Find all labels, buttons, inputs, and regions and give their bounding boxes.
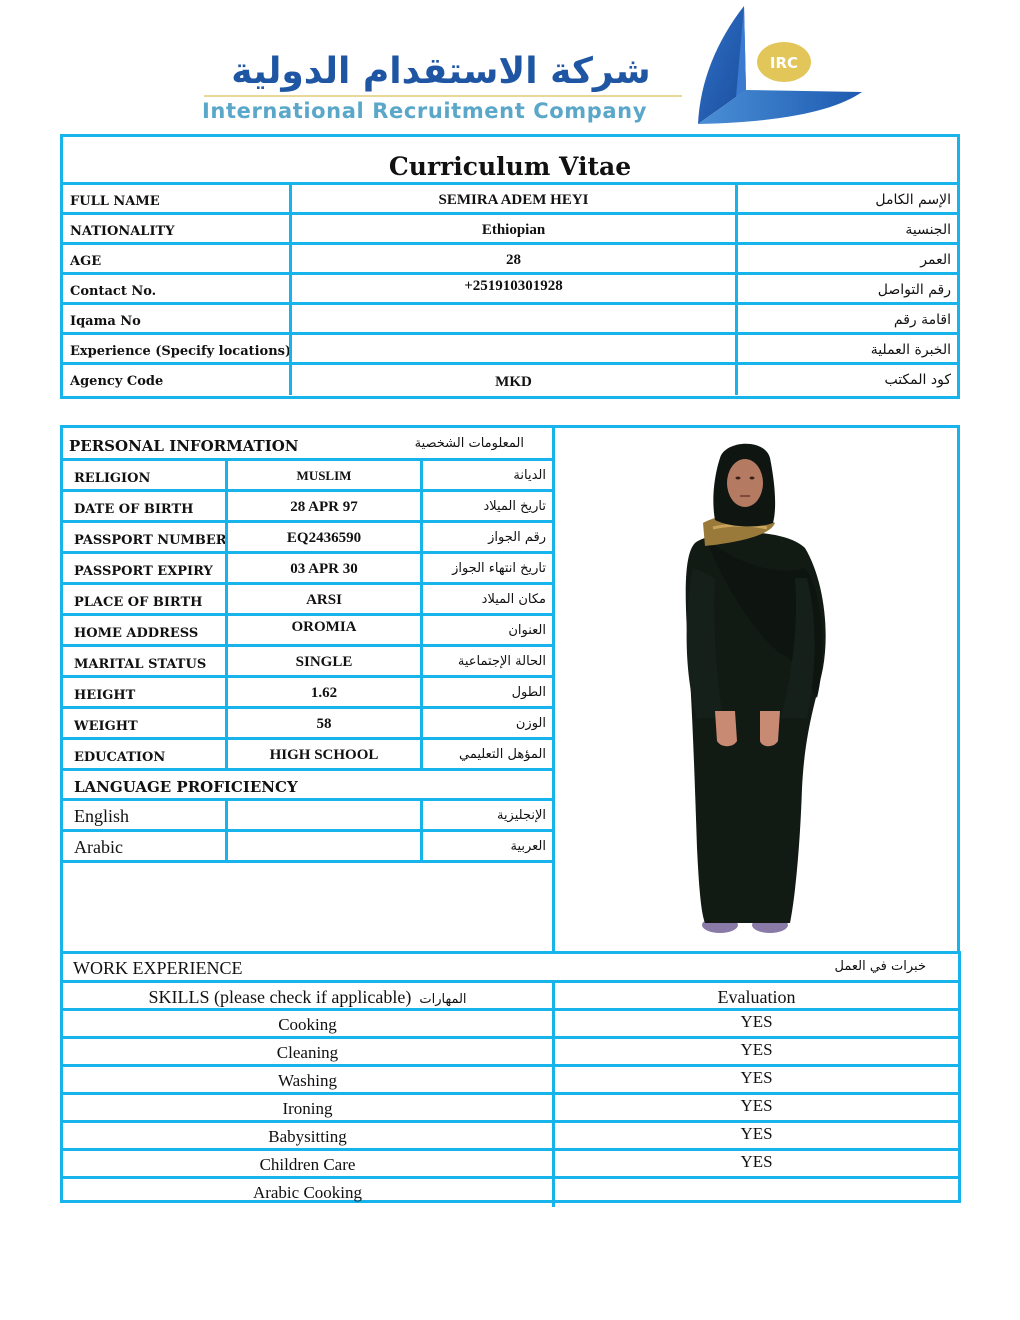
summary-row-nationality	[63, 215, 957, 245]
logo-english-name: International Recruitment Company	[202, 99, 648, 123]
language-label-arabic: العربية	[510, 839, 546, 854]
summary-row-age	[63, 245, 957, 275]
language-label-arabic: الإنجليزية	[496, 808, 546, 823]
cv-summary-table	[60, 134, 960, 399]
skill-evaluation	[555, 1179, 958, 1207]
skill-evaluation: YES	[740, 1124, 773, 1143]
language-level	[225, 801, 423, 829]
skill-evaluation: YES	[740, 1152, 773, 1171]
row-label-arabic: تاريخ انتهاء الجواز	[452, 561, 546, 576]
skills-header-row	[63, 983, 958, 1011]
row-label-arabic: الجنسية	[905, 222, 951, 238]
logo-arabic-name: شركة الاستقدام الدولية	[231, 51, 651, 92]
irc-logo-mark-icon	[696, 2, 868, 126]
work-experience-heading	[63, 954, 958, 983]
page-title: Curriculum Vitae	[63, 137, 957, 185]
work-experience-table	[60, 951, 961, 1203]
logo-badge-text: IRC	[769, 54, 799, 72]
skill-name: Washing	[63, 1067, 555, 1092]
info-row-passport-number	[63, 523, 552, 554]
row-label-arabic: تاريخ الميلاد	[483, 499, 546, 514]
row-value: SINGLE	[225, 647, 423, 675]
row-label-arabic: العمر	[920, 252, 951, 268]
language-level	[225, 832, 423, 860]
evaluation-column-header: Evaluation	[717, 987, 796, 1007]
row-value: +251910301928	[289, 275, 738, 305]
row-label: PASSPORT NUMBER	[74, 533, 227, 548]
summary-row-agency-code	[63, 365, 957, 395]
row-value	[289, 305, 738, 335]
row-value: ARSI	[225, 585, 423, 613]
skills-header-label-arabic: المهارات	[419, 992, 467, 1007]
skill-row	[63, 1095, 958, 1123]
row-label-arabic: المؤهل التعليمي	[459, 747, 546, 762]
summary-row-iqama	[63, 305, 957, 335]
language-row-arabic	[63, 832, 552, 863]
row-value: MUSLIM	[225, 461, 423, 489]
skill-row	[63, 1123, 958, 1151]
candidate-photo	[555, 428, 957, 951]
info-row-home-address	[63, 616, 552, 647]
row-label: WEIGHT	[74, 719, 138, 734]
info-row-marital-status	[63, 647, 552, 678]
skill-name: Cleaning	[63, 1039, 555, 1064]
row-label-arabic: الحالة الإجتماعية	[457, 654, 546, 669]
personal-information-heading	[63, 428, 552, 461]
row-value: MKD	[289, 365, 738, 395]
row-value: 1.62	[225, 678, 423, 706]
info-row-education	[63, 740, 552, 771]
row-label-arabic: الوزن	[515, 716, 546, 731]
skill-name: Babysitting	[63, 1123, 555, 1148]
row-label: AGE	[70, 254, 102, 269]
row-value: 58	[225, 709, 423, 737]
row-label: MARITAL STATUS	[74, 657, 207, 672]
row-label-arabic: مكان الميلاد	[481, 592, 546, 607]
row-label-arabic: رقم التواصل	[877, 282, 951, 298]
company-logo	[196, 0, 876, 130]
language-label: English	[74, 806, 130, 826]
row-label: PASSPORT EXPIRY	[74, 564, 213, 579]
row-label: NATIONALITY	[70, 224, 175, 239]
section-title-arabic: خبرات في العمل	[834, 959, 926, 974]
row-label: RELIGION	[74, 471, 151, 486]
row-label: HEIGHT	[74, 688, 136, 703]
info-row-religion	[63, 461, 552, 492]
row-label: FULL NAME	[70, 194, 160, 209]
row-label: Contact No.	[70, 284, 157, 299]
skill-row	[63, 1039, 958, 1067]
skill-row	[63, 1179, 958, 1207]
row-value: 28	[289, 245, 738, 275]
row-value	[289, 335, 738, 365]
info-row-passport-expiry	[63, 554, 552, 585]
skill-name: Ironing	[63, 1095, 555, 1120]
skill-row	[63, 1011, 958, 1039]
skill-evaluation: YES	[740, 1068, 773, 1087]
language-label: Arabic	[74, 837, 123, 857]
skill-name: Children Care	[63, 1151, 555, 1176]
row-label-arabic: الطول	[511, 685, 546, 700]
row-label: DATE OF BIRTH	[74, 502, 194, 517]
section-title: WORK EXPERIENCE	[73, 958, 243, 978]
info-row-height	[63, 678, 552, 709]
row-label-arabic: الديانة	[513, 468, 546, 483]
row-value: Ethiopian	[289, 215, 738, 245]
row-label: Iqama No	[70, 314, 141, 329]
row-label-arabic: العنوان	[508, 623, 546, 638]
skills-column-header	[63, 983, 555, 1008]
section-title: PERSONAL INFORMATION	[69, 437, 299, 455]
row-value: OROMIA	[225, 616, 423, 644]
info-row-place-of-birth	[63, 585, 552, 616]
row-label: Experience (Specify locations)	[70, 344, 292, 359]
row-value: SEMIRA ADEM HEYI	[289, 185, 738, 215]
summary-row-experience	[63, 335, 957, 365]
row-value: 28 APR 97	[225, 492, 423, 520]
skill-evaluation: YES	[740, 1096, 773, 1115]
row-label-arabic: اقامة رقم	[893, 312, 951, 328]
skill-row	[63, 1067, 958, 1095]
skill-name: Arabic Cooking	[63, 1179, 555, 1207]
summary-row-contact	[63, 275, 957, 305]
row-value: 03 APR 30	[225, 554, 423, 582]
skill-evaluation: YES	[740, 1012, 773, 1031]
row-label-arabic: الخبرة العملية	[870, 342, 951, 358]
row-label: Agency Code	[70, 374, 164, 389]
info-row-weight	[63, 709, 552, 740]
row-label-arabic: رقم الجواز	[488, 530, 546, 545]
language-row-english	[63, 801, 552, 832]
skills-header-label: SKILLS (please check if applicable)	[148, 987, 412, 1007]
row-label-arabic: الإسم الكامل	[875, 192, 951, 208]
row-label: HOME ADDRESS	[74, 626, 199, 641]
skill-evaluation: YES	[740, 1040, 773, 1059]
personal-information-section	[60, 425, 960, 951]
personal-information-table	[63, 428, 555, 954]
row-label: EDUCATION	[74, 750, 166, 765]
section-title-arabic: المعلومات الشخصية	[414, 436, 524, 451]
row-value: EQ2436590	[225, 523, 423, 551]
row-label-arabic: كود المكتب	[884, 372, 951, 388]
section-title: LANGUAGE PROFICIENCY	[74, 778, 298, 796]
skill-name: Cooking	[63, 1011, 555, 1036]
skill-row	[63, 1151, 958, 1179]
row-label: PLACE OF BIRTH	[74, 595, 203, 610]
language-proficiency-heading	[63, 771, 552, 801]
summary-row-full-name	[63, 185, 957, 215]
row-value: HIGH SCHOOL	[225, 740, 423, 768]
info-row-date-of-birth	[63, 492, 552, 523]
